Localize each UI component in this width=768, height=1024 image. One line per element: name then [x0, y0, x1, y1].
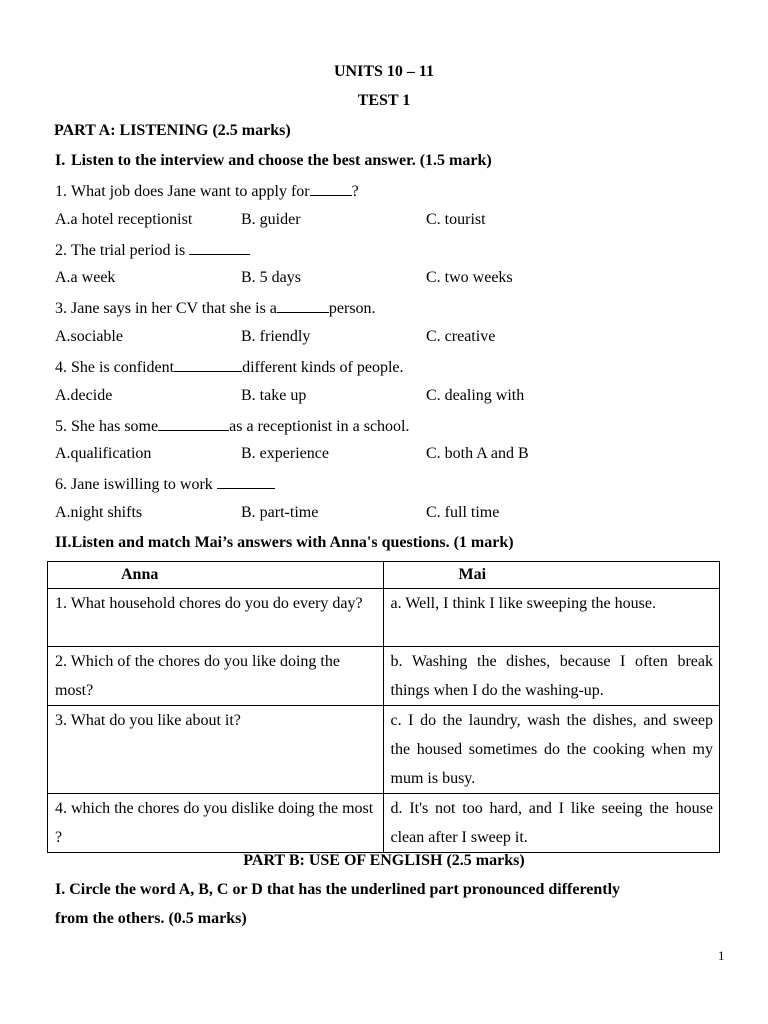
table-row: [48, 589, 720, 647]
section-2-heading: [55, 533, 514, 553]
anna-question: 2. Which of the chores do you like doing the most?: [48, 647, 384, 706]
units-heading: UNITS 10 – 11: [333, 63, 435, 80]
option-c: C. dealing with: [426, 387, 525, 404]
table-row: [48, 794, 720, 853]
question-3: [55, 297, 376, 319]
test-heading: TEST 1: [357, 92, 411, 109]
question-number: 4.: [55, 359, 67, 376]
question-number: 1.: [55, 183, 67, 200]
answer-blank: [189, 239, 250, 255]
question-text: She is confident: [71, 359, 175, 376]
section-1-number: I.: [55, 152, 66, 169]
part-b-heading: PART B: USE OF ENGLISH (2.5 marks): [243, 852, 525, 869]
option-a: A.sociable: [55, 328, 123, 345]
question-text: What job does Jane want to apply for: [71, 183, 310, 200]
question-number: 3.: [55, 300, 67, 317]
mai-answer: a. Well, I think I like sweeping the house.: [383, 589, 720, 647]
option-b: B. 5 days: [241, 269, 301, 286]
question-text: She has some: [71, 418, 159, 435]
mai-answer: c. I do the laundry, wash the dishes, and sweep the housed sometimes do the cooking when my mum is busy.: [383, 706, 720, 794]
column-header-anna: Anna: [48, 562, 384, 589]
anna-question: 4. which the chores do you dislike doing the most ?: [48, 794, 384, 853]
option-c: C. creative: [426, 328, 496, 345]
option-a: A.a hotel receptionist: [55, 211, 193, 228]
anna-question: 1. What household chores do you do every day?: [48, 589, 384, 647]
part-a-heading: PART A: LISTENING (2.5 marks): [54, 122, 291, 139]
question-5: [55, 415, 410, 437]
answer-blank: [217, 473, 275, 489]
question-text-end: different kinds of people.: [242, 359, 404, 376]
question-4: [55, 356, 404, 378]
option-a: A.decide: [55, 387, 113, 404]
section-1-heading: [55, 151, 492, 171]
question-text: Jane iswilling to work: [71, 476, 217, 493]
question-number: 6.: [55, 476, 67, 493]
section-2-number: II.: [55, 534, 72, 551]
section-2-title: Listen and match Mai’s answers with Anna's questions. (1 mark): [71, 534, 514, 551]
option-c: C. two weeks: [426, 269, 513, 286]
question-text-end: as a receptionist in a school.: [229, 418, 410, 435]
question-text: Jane says in her CV that she is a: [71, 300, 277, 317]
question-1: [55, 180, 359, 202]
section-1-title: Listen to the interview and choose the best answer. (1.5 mark): [71, 152, 492, 169]
question-6: [55, 473, 275, 495]
mai-answer: d. It's not too hard, and I like seeing the house clean after I sweep it.: [383, 794, 720, 853]
option-a: A.night shifts: [55, 504, 143, 521]
answer-blank: [310, 180, 352, 196]
matching-table: [47, 561, 720, 853]
question-text: The trial period is: [71, 242, 190, 259]
option-a: A.a week: [55, 269, 116, 286]
option-a: A.qualification: [55, 445, 152, 462]
question-2: [55, 239, 250, 261]
option-b: B. friendly: [241, 328, 311, 345]
option-b: B. guider: [241, 211, 301, 228]
question-text-end: ?: [351, 183, 359, 200]
answer-blank: [174, 356, 242, 372]
option-c: C. both A and B: [426, 445, 529, 462]
option-b: B. take up: [241, 387, 307, 404]
option-c: C. full time: [426, 504, 500, 521]
question-text-end: person.: [328, 300, 376, 317]
page-number: 1: [718, 948, 725, 963]
answer-blank: [158, 415, 229, 431]
answer-blank: [277, 297, 329, 313]
question-number: 2.: [55, 242, 67, 259]
option-b: B. experience: [241, 445, 329, 462]
section-3-line-1: I. Circle the word A, B, C or D that has the underlined part pronounced differently: [55, 881, 621, 898]
table-row: [48, 647, 720, 706]
table-row: [48, 706, 720, 794]
mai-answer: b. Washing the dishes, because I often break things when I do the washing-up.: [383, 647, 720, 706]
anna-question: 3. What do you like about it?: [48, 706, 384, 794]
table-header-row: [48, 562, 720, 589]
option-b: B. part-time: [241, 504, 319, 521]
column-header-mai: Mai: [383, 562, 720, 589]
question-number: 5.: [55, 418, 67, 435]
option-c: C. tourist: [426, 211, 486, 228]
section-3-line-2: from the others. (0.5 marks): [55, 910, 247, 927]
